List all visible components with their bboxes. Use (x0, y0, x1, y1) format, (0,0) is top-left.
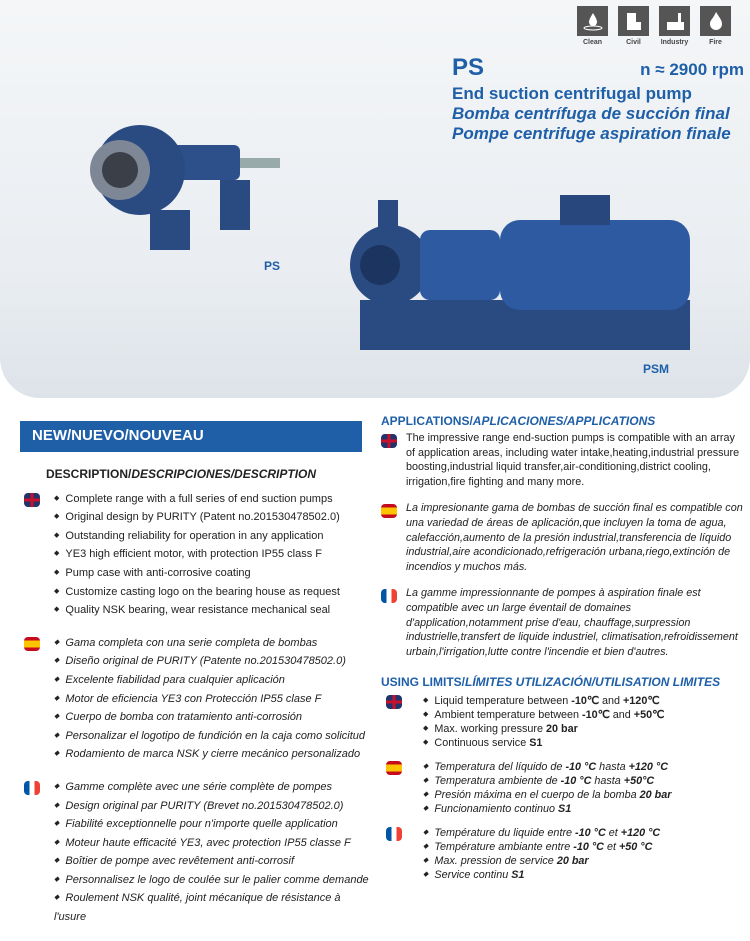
limit-text: et (605, 827, 621, 840)
limit-text: and (598, 695, 623, 708)
limit-value: -10℃ (582, 709, 610, 722)
list-item: ◆ Motor de eficiencia YE3 con Protección IP55 clase F (54, 690, 374, 709)
description-fr (24, 778, 374, 927)
list-item: ◆ Rodamiento de marca NSK y cierre mecánico personalizado (54, 745, 374, 764)
limit-text: hasta (596, 761, 629, 774)
speed: n ≈ 2900 rpm (640, 60, 744, 79)
limit-value: S1 (558, 803, 572, 816)
list-item: ◆ Gama completa con una serie completa de bombas (54, 634, 374, 653)
limit-item (423, 802, 743, 816)
limit-item (423, 788, 743, 802)
limit-value: S1 (511, 869, 525, 882)
limit-text: and (609, 709, 634, 722)
limit-value: +50℃ (633, 709, 665, 722)
new-banner: NEW/NUEVO/NOUVEAU (20, 421, 362, 452)
title-fr: Pompe centrifuge aspiration finale (452, 124, 731, 143)
uk-flag-icon (24, 493, 40, 507)
psm-label: PSM (643, 362, 670, 376)
spain-flag-icon (24, 637, 40, 651)
limit-value: +120 °C (620, 827, 661, 840)
model-name: PS (452, 54, 485, 81)
product-title (452, 54, 748, 144)
limit-value: +50 °C (618, 841, 653, 854)
list-item: ◆ Diseño original de PURITY (Patente no.201530478502.0) (54, 652, 374, 671)
limit-value: S1 (529, 737, 543, 750)
limit-item (423, 826, 743, 840)
limit-text: Température du liquide entre (434, 827, 576, 840)
limit-text: et (603, 841, 619, 854)
limits-en (381, 694, 743, 750)
limit-item (423, 854, 743, 868)
description-section (24, 465, 374, 941)
limit-text: Max. working pressure (434, 723, 546, 736)
limit-text: hasta (591, 775, 624, 788)
limit-item (423, 736, 743, 750)
limit-value: +50°C (623, 775, 655, 788)
france-flag-icon (381, 589, 397, 603)
limit-value: -10 °C (560, 775, 592, 788)
limits-heading: USING LIMITS/LÍMITES UTILIZACIÓN/UTILISATION LIMITES (381, 675, 721, 690)
limit-item (423, 722, 743, 736)
limit-value: -10℃ (571, 695, 599, 708)
applications-en: The impressive range end-suction pumps is compatible with an array of application areas, including water intake,heating,industrial pressure boosting,industrial liquid transfer,air-conditioning,district cooling, irrigation,fire fighting and many more. (381, 431, 743, 489)
limit-value: -10 °C (575, 827, 606, 840)
limits-fr (381, 826, 743, 882)
description-heading: DESCRIPTION/DESCRIPCIONES/DESCRIPTION (46, 467, 317, 481)
limit-value: 20 bar (639, 789, 672, 802)
limit-item (423, 868, 743, 882)
list-item: ◆ Personnalisez le logo de coulée sur le palier comme demande (54, 871, 374, 890)
limits-es (381, 760, 743, 816)
limit-item (423, 708, 743, 722)
title-es: Bomba centrífuga de succión final (452, 104, 730, 123)
spain-flag-icon (386, 761, 402, 775)
limit-value: 20 bar (556, 855, 589, 868)
description-en (24, 490, 374, 620)
applications-section (381, 414, 743, 659)
limit-text: Presión máxima en el cuerpo de la bomba (434, 789, 640, 802)
limit-item (423, 760, 743, 774)
title-top-row (452, 54, 748, 82)
limit-text: Température ambiante entre (434, 841, 574, 854)
list-item: ◆ Pump case with anti-corrosive coating (54, 564, 374, 583)
list-item: ◆ Customize casting logo on the bearing house as request (54, 583, 374, 602)
limit-text: Funcionamiento continuo (434, 803, 559, 816)
ps-pump-image (90, 100, 290, 260)
limit-text: Temperatura ambiente de (434, 775, 561, 788)
limit-value: -10 °C (565, 761, 597, 774)
fire-icon: Fire (699, 6, 732, 46)
list-item: ◆ Design original par PURITY (Brevet no.201530478502.0) (54, 797, 374, 816)
france-flag-icon (386, 827, 402, 841)
limit-text: Temperatura del líquido de (434, 761, 566, 774)
limit-text: Ambient temperature between (434, 709, 583, 722)
list-item: ◆ Boîtier de pompe avec revêtement anti-corrosif (54, 852, 374, 871)
list-item: ◆ Original design by PURITY (Patent no.201530478502.0) (54, 508, 374, 527)
list-item: ◆ Outstanding reliability for operation in any application (54, 527, 374, 546)
hero-panel (0, 0, 750, 398)
applications-fr: La gamme impressionnante de pompes à aspiration finale est compatible avec un large éventail de domaines d'application,notamment prise d'eau, chauffage,surpression industrielle,transfert de liquide industriel, climatisation,refroidissement urbain,l'irrigation,lutte contre l'incendie et bien d'autres. (381, 586, 743, 659)
list-item: ◆ Roulement NSK qualité, joint mécanique de résistance à l'usure (54, 889, 374, 926)
list-item: ◆ Quality NSK bearing, wear resistance mechanical seal (54, 601, 374, 620)
psm-pump-image (350, 180, 700, 360)
applications-es: La impresionante gama de bombas de succión final es compatible con una variedad de áreas de aplicación,que incluyen la toma de agua, calefacción,aumento de la presión industrial,transferencia de líquido industrial,aire acondicionado,refrigeración urbana,riego,extinción de incendios y muchos más. (381, 501, 743, 574)
description-es (24, 634, 374, 764)
list-item: ◆ Moteur haute efficacité YE3, avec protection IP55 classe F (54, 834, 374, 853)
list-item: ◆ Excelente fiabilidad para cualquier aplicación (54, 671, 374, 690)
list-item: ◆ YE3 high efficient motor, with protection IP55 class F (54, 545, 374, 564)
limit-text: Liquid temperature between (434, 695, 572, 708)
uk-flag-icon (381, 434, 397, 448)
applications-heading: APPLICATIONS/APLICACIONES/APPLICATIONS (381, 414, 656, 428)
ps-label: PS (264, 259, 281, 273)
list-item: ◆ Complete range with a full series of end suction pumps (54, 490, 374, 509)
france-flag-icon (24, 781, 40, 795)
spain-flag-icon (381, 504, 397, 518)
application-icons (576, 6, 732, 46)
limit-text: Continuous service (434, 737, 530, 750)
limits-section (381, 675, 743, 882)
limit-item (423, 840, 743, 854)
list-item: ◆ Personalizar el logotipo de fundición en la caja como solicitud (54, 727, 374, 746)
limit-value: +120℃ (623, 695, 660, 708)
limit-item (423, 694, 743, 708)
title-en: End suction centrifugal pump (452, 84, 692, 103)
limit-value: -10 °C (573, 841, 604, 854)
industry-icon: Industry (658, 6, 691, 46)
limit-value: 20 bar (546, 723, 578, 736)
list-item: ◆ Fiabilité exceptionnelle pour n'importe quelle application (54, 815, 374, 834)
limit-item (423, 774, 743, 788)
limit-value: +120 °C (628, 761, 669, 774)
uk-flag-icon (386, 695, 402, 709)
clean-icon: Clean (576, 6, 609, 46)
list-item: ◆ Gamme complète avec une série complète de pompes (54, 778, 374, 797)
list-item: ◆ Cuerpo de bomba con tratamiento anti-corrosión (54, 708, 374, 727)
limit-text: Service continu (434, 869, 512, 882)
right-column (381, 414, 743, 892)
limit-text: Max. pression de service (434, 855, 557, 868)
civil-icon: Civil (617, 6, 650, 46)
